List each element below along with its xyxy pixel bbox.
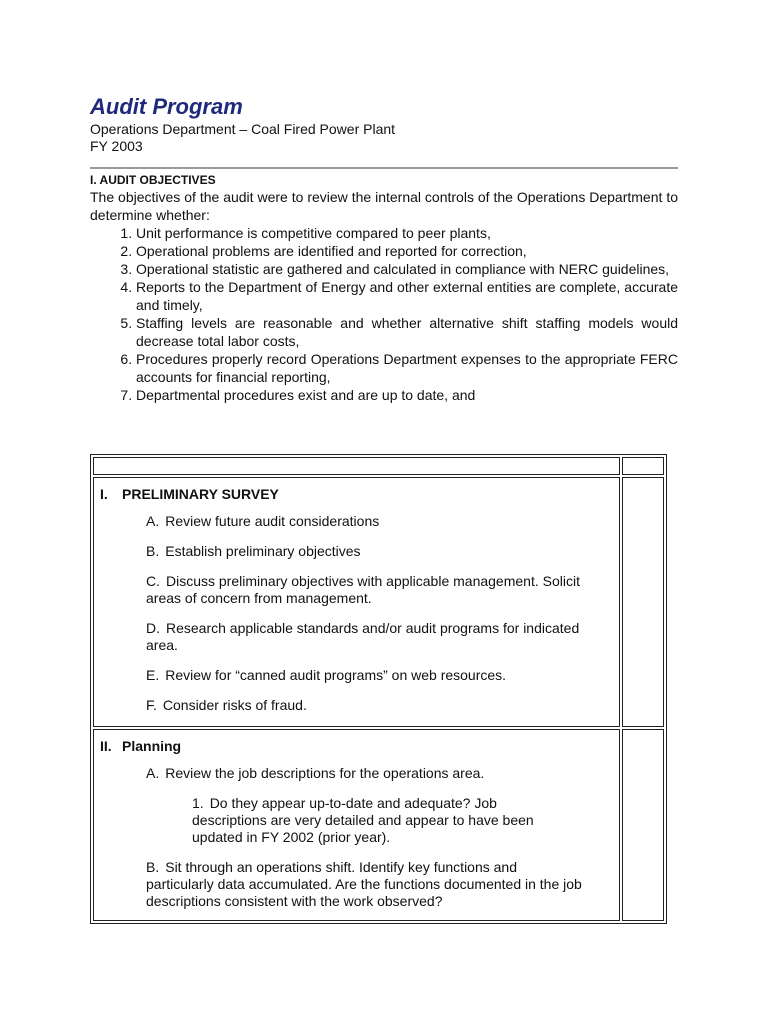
section-number: I. xyxy=(100,486,108,502)
section-title xyxy=(100,486,613,503)
substep-text: Do they appear up-to-date and adequate? Job descriptions are very detailed and appear to have been updated in FY 2002 (prior year). xyxy=(192,795,534,845)
program-step xyxy=(146,513,586,530)
step-label: B. xyxy=(146,859,160,875)
program-step xyxy=(146,697,586,714)
step-label: F. xyxy=(146,697,157,713)
header-cell-check xyxy=(622,457,664,475)
objective-item: 3. Operational statistic are gathered and calculated in compliance with NERC guidelines, xyxy=(136,260,678,278)
section-title-text: PRELIMINARY SURVEY xyxy=(122,486,279,502)
program-step xyxy=(146,859,586,910)
step-label: A. xyxy=(146,765,160,781)
step-text: Review the job descriptions for the operations area. xyxy=(165,765,485,781)
objectives-intro: The objectives of the audit were to review the internal controls of the Operations Department to determine whether: xyxy=(90,189,678,223)
objective-item: 7. Departmental procedures exist and are up to date, and xyxy=(136,386,678,404)
program-substep xyxy=(192,795,572,846)
step-text: Review future audit considerations xyxy=(165,513,380,529)
objective-item: 2. Operational problems are identified and reported for correction, xyxy=(136,242,678,260)
step-label: A. xyxy=(146,513,160,529)
section-planning xyxy=(93,729,620,921)
section-title-text: Planning xyxy=(122,738,182,754)
program-step xyxy=(146,667,586,684)
fiscal-year: FY 2003 xyxy=(90,138,143,154)
step-label: E. xyxy=(146,667,160,683)
step-text: Discuss preliminary objectives with applicable management. Solicit areas of concern from management. xyxy=(146,573,580,606)
table-row xyxy=(93,477,664,727)
header-divider xyxy=(90,167,678,169)
step-label: C. xyxy=(146,573,160,589)
objective-item: 5. Staffing levels are reasonable and whether alternative shift staffing models would decrease total labor costs, xyxy=(136,314,678,350)
step-text: Research applicable standards and/or audit programs for indicated area. xyxy=(146,620,580,653)
objective-item: 1. Unit performance is competitive compared to peer plants, xyxy=(136,224,678,242)
program-step xyxy=(146,573,586,607)
program-step xyxy=(146,620,586,654)
step-text: Establish preliminary objectives xyxy=(165,543,361,559)
header-cell-empty xyxy=(93,457,620,475)
table-row xyxy=(93,729,664,921)
audit-program-table xyxy=(90,454,667,924)
document-title: Audit Program xyxy=(90,94,243,119)
step-text: Consider risks of fraud. xyxy=(162,697,307,713)
substep-label: 1. xyxy=(192,795,204,811)
program-step xyxy=(146,543,586,560)
objective-item: 4. Reports to the Department of Energy and other external entities are complete, accurate and timely, xyxy=(136,278,678,314)
check-cell xyxy=(622,477,664,727)
objectives-heading: I. AUDIT OBJECTIVES xyxy=(90,173,216,187)
section-preliminary-survey xyxy=(93,477,620,727)
section-title xyxy=(100,738,613,755)
step-text: Sit through an operations shift. Identify key functions and particularly data accumulated. Are the functions documented in the job descriptions consistent with the work observed? xyxy=(146,859,582,909)
step-text: Review for “canned audit programs” on web resources. xyxy=(165,667,507,683)
check-cell xyxy=(622,729,664,921)
step-label: B. xyxy=(146,543,160,559)
program-step xyxy=(146,765,586,782)
objective-item: 6. Procedures properly record Operations Department expenses to the appropriate FERC accounts for financial reporting, xyxy=(136,350,678,386)
document-subtitle: Operations Department – Coal Fired Power Plant xyxy=(90,121,396,137)
table-header-row xyxy=(93,457,664,475)
step-label: D. xyxy=(146,620,160,636)
objectives-list xyxy=(90,224,678,404)
section-number: II. xyxy=(100,738,112,754)
